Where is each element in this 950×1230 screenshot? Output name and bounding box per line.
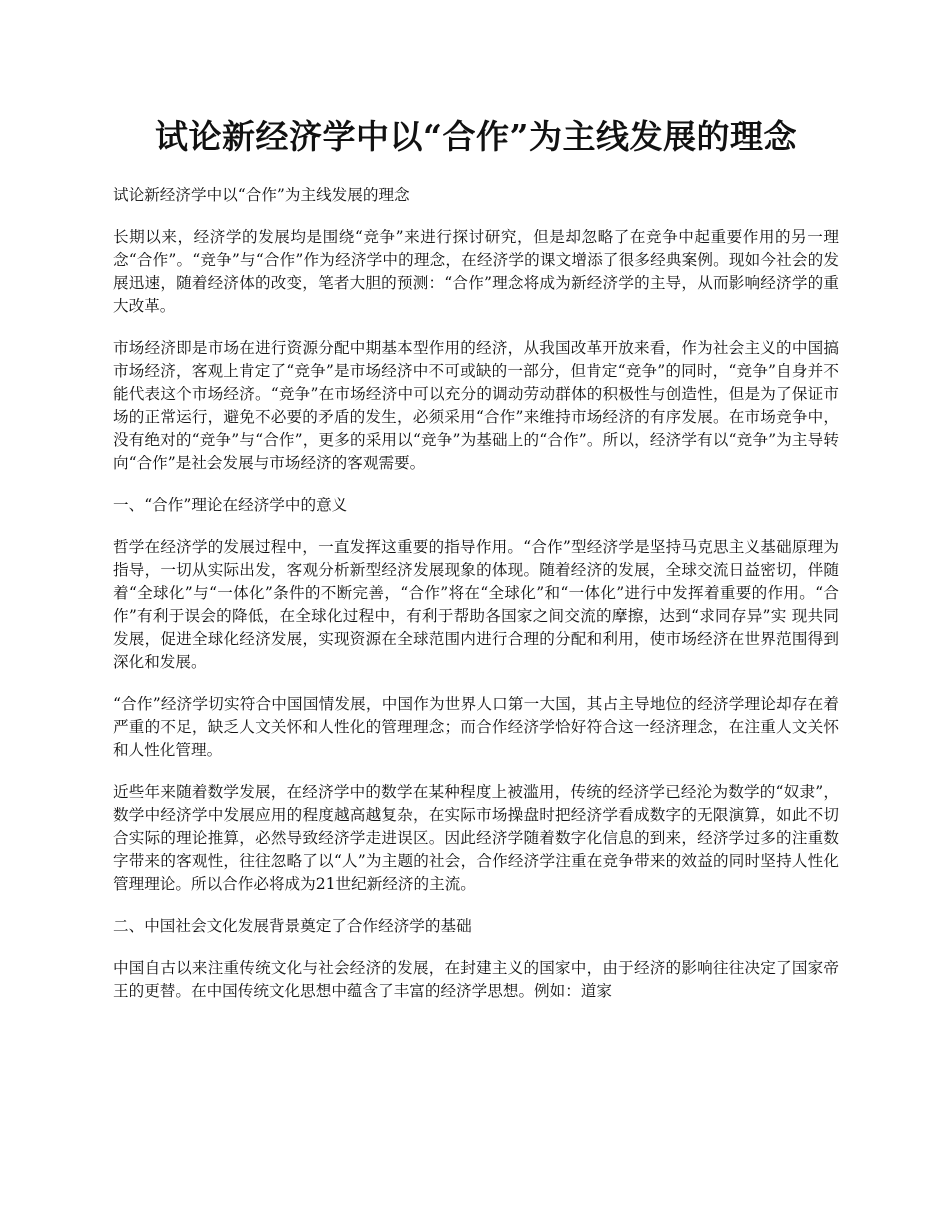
china-conditions-paragraph: “合作”经济学切实符合中国国情发展，中国作为世界人口第一大国，其占主导地位的经济学理论却存在着严重的不足，缺乏人文关怀和人性化的管理理念；而合作经济学恰好符合这一经济理念，在注重人文关怀和人性化管理。: [113, 695, 839, 759]
section-heading-2: 二、中国社会文化发展背景奠定了合作经济学的基础: [113, 917, 472, 935]
intro-paragraph: 长期以来，经济学的发展均是围绕“竞争”来进行探讨研究，但是却忽略了在竞争中起重要作用的另一理念“合作”。“竞争”与“合作”作为经济学中的理念，在经济学的课文增添了很多经典案例。现如今社会的发展迅速，随着经济体的改变，笔者大胆的预测：“合作”理念将成为新经济学的主导，从而影响经济学的重大改革。: [113, 228, 839, 315]
section-heading-1: 一、“合作”理论在经济学中的意义: [113, 496, 348, 514]
document-page: [113, 112, 839, 1022]
philosophy-paragraph: 哲学在经济学的发展过程中，一直发挥这重要的指导作用。“合作”型经济学是坚持马克思主义基础原理为指导，一切从实际出发，客观分析新型经济发展现象的体现。随着经济的发展，全球交流日益密切，伴随着“全球化”与“一体化”条件的不断完善，“合作”将在“全球化”和“一体化”进行中发挥着重要的作用。“合作”有利于误会的降低，在全球化过程中，有利于帮助各国家之间交流的摩擦，达到“求同存异”实 现共同发展，促进全球化经济发展，实现资源在全球范围内进行合理的分配和利用，使市场经济在世界范围得到深化和发展。: [113, 538, 839, 671]
subtitle-paragraph: 试论新经济学中以“合作”为主线发展的理念: [113, 186, 410, 204]
market-economy-paragraph: 市场经济即是市场在进行资源分配中期基本型作用的经济，从我国改革开放来看，作为社会主义的中国搞市场经济，客观上肯定了“竞争”是市场经济中不可或缺的一部分，但肯定“竞争”的同时，“竞争”自身并不能代表这个市场经济。“竞争”在市场经济中可以充分的调动劳动群体的积极性与创造性，但是为了保证市场的正常运行，避免不必要的矛盾的发生，必须采用“合作”来维持市场经济的有序发展。在市场竞争中，没有绝对的“竞争”与“合作”，更多的采用以“竞争”为基础上的“合作”。所以，经济学有以“竞争”为主导转向“合作”是社会发展与市场经济的客观需要。: [113, 339, 839, 472]
mathematics-paragraph: 近些年来随着数学发展，在经济学中的数学在某种程度上被滥用，传统的经济学已经沦为数学的“奴隶”，数学中经济学中发展应用的程度越高越复杂，在实际市场操盘时把经济学看成数字的无限演算，如此不切合实际的理论推算，必然导致经济学走进误区。因此经济学随着数字化信息的到来，经济学过多的注重数字带来的客观性，往往忽略了以“人”为主题的社会，合作经济学注重在竞争带来的效益的同时坚持人性化管理理论。所以合作必将成为21世纪新经济的主流。: [113, 783, 839, 893]
culture-paragraph: 中国自古以来注重传统文化与社会经济的发展，在封建主义的国家中，由于经济的影响往往决定了国家帝王的更替。在中国传统文化思想中蕴含了丰富的经济学思想。例如：道家: [113, 959, 839, 1000]
document-title: 试论新经济学中以“合作”为主线发展的理念: [155, 117, 797, 156]
